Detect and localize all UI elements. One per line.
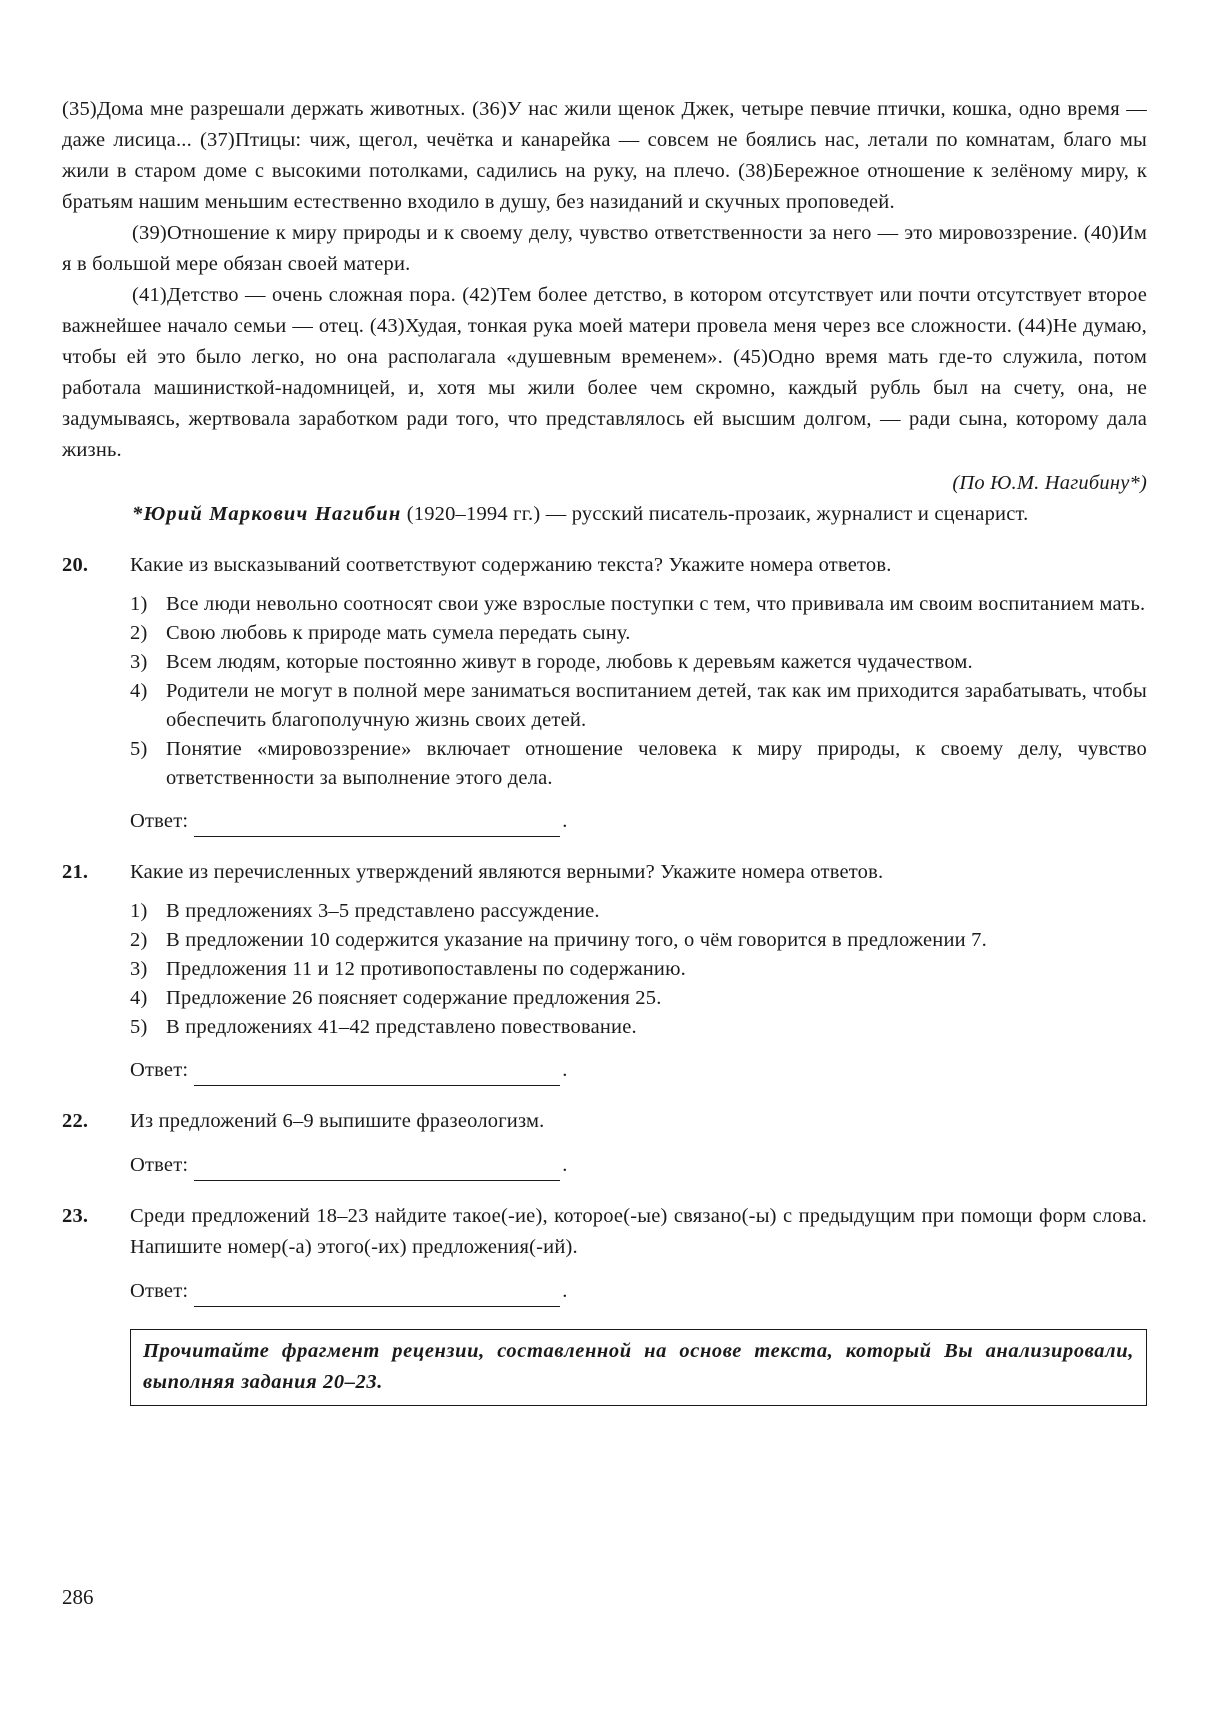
answer-label: Ответ: xyxy=(130,1059,189,1081)
answer-field[interactable] xyxy=(194,1282,560,1307)
text-paragraph: (35)Дома мне разрешали держать животных. (36)У нас жили щенок Джек, четыре певчие птички, кошка, одно время — даже лисица... (37)Птицы: чиж, щегол, чечётка и канарейка — совсем не боялись нас, летали по комнатам, благо мы жили в старом доме с высокими потолками, садились на руку, на плечо. (38)Бережное отношение к зелёному миру, к братьям нашим меньшим естественно входило в душу, без назиданий и скучных проповедей. xyxy=(62,98,1147,213)
answer-line xyxy=(130,806,1147,837)
answer-line xyxy=(130,1276,1147,1307)
answer-option xyxy=(130,926,1147,955)
option-text: В предложениях 41–42 представлено повествование. xyxy=(166,1016,637,1038)
page-number: 286 xyxy=(62,1585,94,1609)
answer-period: . xyxy=(562,1280,568,1302)
page-content xyxy=(62,94,1147,1406)
answer-line xyxy=(130,1150,1147,1181)
answer-label: Ответ: xyxy=(130,1154,189,1176)
option-text: Всем людям, которые постоянно живут в городе, любовь к деревьям кажется чудачеством. xyxy=(166,651,973,673)
option-text: Предложения 11 и 12 противопоставлены по содержанию. xyxy=(166,958,686,980)
answer-option xyxy=(130,677,1147,735)
answer-line xyxy=(130,1055,1147,1086)
footnote-author: *Юрий Маркович Нагибин xyxy=(132,503,402,525)
text-source: (По Ю.М. Нагибину*) xyxy=(952,472,1147,494)
answer-field[interactable] xyxy=(194,1156,560,1181)
option-number: 1) xyxy=(130,593,148,615)
answer-option xyxy=(130,648,1147,677)
task-20 xyxy=(62,550,1147,837)
text-paragraph: (39)Отношение к миру природы и к своему делу, чувство ответственности за него — это мировоззрение. (40)Им я в большой мере обязан своей матери. xyxy=(62,222,1147,275)
option-text: Свою любовь к природе мать сумела передать сыну. xyxy=(166,622,631,644)
task-21 xyxy=(62,857,1147,1086)
answer-field[interactable] xyxy=(194,812,560,837)
option-number: 2) xyxy=(130,929,148,951)
option-number: 3) xyxy=(130,958,148,980)
task-number: 20. xyxy=(62,554,89,576)
task-question: Какие из перечисленных утверждений являются верными? Укажите номера ответов. xyxy=(130,861,884,883)
option-text: Понятие «мировоззрение» включает отношение человека к миру природы, к своему делу, чувство ответственности за выполнение этого дела. xyxy=(166,738,1147,789)
task-question: Какие из высказываний соответствуют содержанию текста? Укажите номера ответов. xyxy=(130,554,892,576)
answer-option xyxy=(130,619,1147,648)
answer-options xyxy=(130,897,1147,1042)
answer-period: . xyxy=(562,810,568,832)
option-number: 5) xyxy=(130,1016,148,1038)
option-number: 1) xyxy=(130,900,148,922)
option-number: 5) xyxy=(130,738,148,760)
task-question: Из предложений 6–9 выпишите фразеологизм. xyxy=(130,1110,545,1132)
task-number: 21. xyxy=(62,861,89,883)
answer-label: Ответ: xyxy=(130,1280,189,1302)
answer-field[interactable] xyxy=(194,1061,560,1086)
review-instruction-box: Прочитайте фрагмент рецензии, составленной на основе текста, который Вы анализировали, выполняя задания 20–23. xyxy=(130,1329,1147,1406)
option-text: В предложении 10 содержится указание на причину того, о чём говорится в предложении 7. xyxy=(166,929,987,951)
task-number: 22. xyxy=(62,1110,89,1132)
answer-option xyxy=(130,955,1147,984)
footnote-text: (1920–1994 гг.) — русский писатель-прозаик, журналист и сценарист. xyxy=(401,503,1029,525)
option-text: Предложение 26 поясняет содержание предложения 25. xyxy=(166,987,662,1009)
option-text: В предложениях 3–5 представлено рассуждение. xyxy=(166,900,600,922)
answer-period: . xyxy=(562,1059,568,1081)
option-number: 4) xyxy=(130,987,148,1009)
answer-period: . xyxy=(562,1154,568,1176)
option-number: 2) xyxy=(130,622,148,644)
answer-option xyxy=(130,984,1147,1013)
task-question: Среди предложений 18–23 найдите такое(-ие), которое(-ые) связано(-ы) с предыдущим при помощи форм слова. Напишите номер(-а) этого(-их) предложения(-ий). xyxy=(130,1205,1147,1258)
task-22 xyxy=(62,1106,1147,1181)
option-text: Все люди невольно соотносят свои уже взрослые поступки с тем, что прививала им своим воспитанием мать. xyxy=(166,593,1146,615)
option-text: Родители не могут в полной мере заниматься воспитанием детей, так как им приходится зарабатывать, чтобы обеспечить благополучную жизнь своих детей. xyxy=(166,680,1147,731)
option-number: 3) xyxy=(130,651,148,673)
answer-label: Ответ: xyxy=(130,810,189,832)
answer-option xyxy=(130,897,1147,926)
task-number: 23. xyxy=(62,1205,89,1227)
option-number: 4) xyxy=(130,680,148,702)
answer-option xyxy=(130,590,1147,619)
answer-options xyxy=(130,590,1147,793)
answer-option xyxy=(130,735,1147,793)
text-paragraph: (41)Детство — очень сложная пора. (42)Тем более детство, в котором отсутствует или почти отсутствует второе важнейшее начало семьи — отец. (43)Худая, тонкая рука моей матери провела меня через все сложности. (44)Не думаю, чтобы ей это было легко, но она располагала «душевным временем». (45)Одно время мать где-то служила, потом работала машинисткой-надомницей, и, хотя мы жили более чем скромно, каждый рубль был на счету, она, не задумываясь, жертвовала заработком ради того, что представлялось ей высшим долгом, — ради сына, которому дала жизнь. xyxy=(62,284,1147,461)
task-23 xyxy=(62,1201,1147,1307)
footnote xyxy=(62,499,1147,530)
answer-option xyxy=(130,1013,1147,1042)
